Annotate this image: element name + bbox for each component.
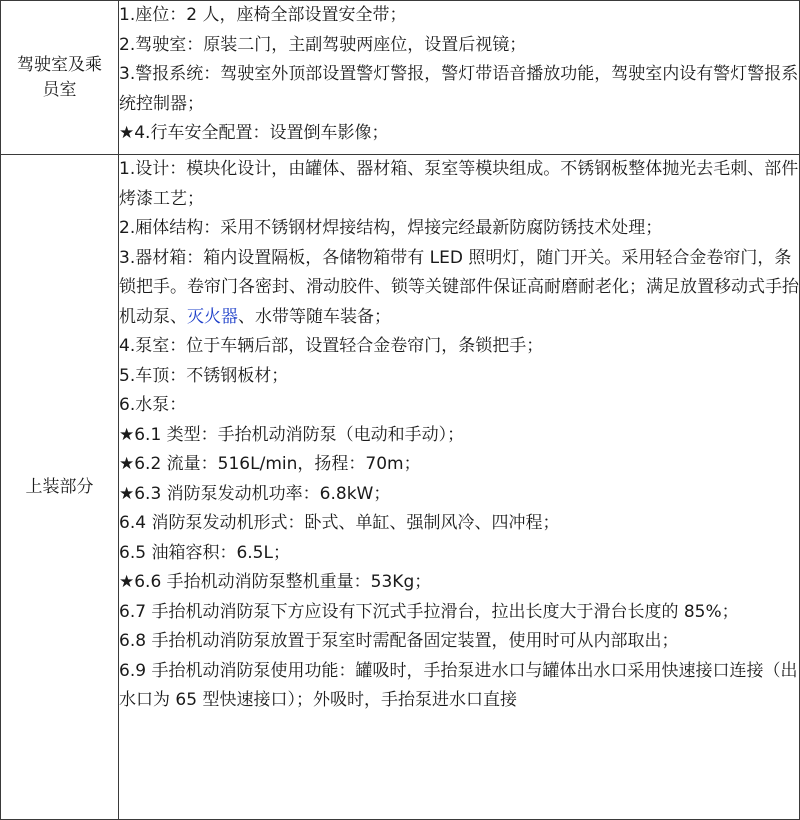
spec-item: 1.设计：模块化设计，由罐体、器材箱、泵室等模块组成。不锈钢板整体抛光去毛刺、部件烤漆工艺； (119, 159, 799, 209)
spec-item: 4.泵室：位于车辆后部，设置轻合金卷帘门，条锁把手； (119, 336, 544, 356)
spec-item: ★6.2 流量：516L/min，扬程：70m； (119, 454, 421, 474)
spec-item-text: 、水带等随车装备； (238, 306, 391, 327)
spec-item: 6.9 手抬机动消防泵使用功能：罐吸时，手抬泵进水口与罐体出水口采用快速接口连接（出水口为 65 型快速接口）；外吸时，手抬泵进水口直接 (119, 660, 798, 710)
table-row-body (1, 155, 800, 820)
spec-item: 1.座位：2 人，座椅全部设置安全带； (119, 5, 407, 25)
row-label-text: 驾驶室及乘员室 (17, 54, 102, 100)
spec-item: 6.4 消防泵发动机形式：卧式、单缸、强制风冷、四冲程； (119, 513, 560, 533)
spec-item: 3.警报系统：驾驶室外顶部设置警灯警报，警灯带语音播放功能，驾驶室内设有警灯警报系统控制器； (119, 64, 799, 114)
fire-extinguisher-link[interactable]: 灭火器 (187, 306, 238, 327)
table-row-cab (1, 1, 800, 155)
spec-item: ★6.3 消防泵发动机功率：6.8kW； (119, 483, 391, 504)
spec-item: ★4.行车安全配置：设置倒车影像； (119, 123, 389, 143)
spec-item-equipment-box (119, 244, 799, 333)
spec-item: 6.5 油箱容积：6.5L； (119, 542, 290, 563)
spec-item: 6.8 手抬机动消防泵放置于泵室时需配备固定装置，使用时可从内部取出； (119, 631, 679, 651)
spec-item: ★6.6 手抬机动消防泵整机重量：53Kg； (119, 572, 432, 592)
row-content-cab (119, 1, 800, 155)
spec-item: 5.车顶：不锈钢板材； (119, 365, 289, 386)
spec-item: 2.驾驶室：原装二门，主副驾驶两座位，设置后视镜； (119, 34, 527, 55)
spec-item: 6.7 手抬机动消防泵下方应设有下沉式手拉滑台，拉出长度大于滑台长度的 85%； (119, 601, 739, 622)
row-label-cab (1, 1, 119, 155)
spec-item: 2.厢体结构：采用不锈钢材焊接结构，焊接完经最新防腐防锈技术处理； (119, 218, 663, 238)
spec-item: 6.水泵： (119, 395, 187, 415)
spec-item-text: 3.器材箱：箱内设置隔板，各储物箱带有 LED 照明灯，随门开关。采用轻合金卷帘门，条锁把手。卷帘门各密封、滑动胶件、锁等关键部件保证高耐磨耐老化；满足放置移动式手抬机动泵、 (119, 247, 799, 327)
row-label-body (1, 155, 119, 820)
row-label-text: 上装部分 (25, 476, 94, 497)
spec-item: ★6.1 类型：手抬机动消防泵（电动和手动）； (119, 424, 465, 445)
row-content-body (119, 155, 800, 820)
